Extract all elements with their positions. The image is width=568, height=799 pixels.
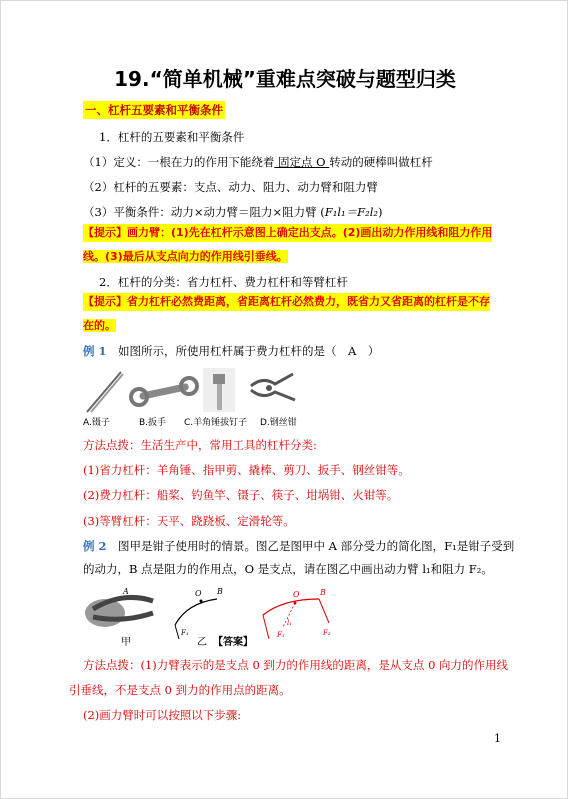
example-2-line-1: 例 2 图甲是钳子使用时的情景。图乙是图甲中 A 部分受力的简化图，F₁是钳子受到 [83, 539, 515, 553]
tip-drawing-arm: 【提示】画力臂：(1)先在杠杆示意图上确定出支点。(2)画出动力作用线和阻力作用 线。(3)最后从支点向力的作用线引垂线。 [83, 226, 493, 263]
svg-text:F₁: F₁ [181, 629, 189, 637]
section-heading: 一、杠杆五要素和平衡条件 [85, 103, 223, 117]
caption-a: A.镊子 [83, 418, 110, 428]
svg-text:F₂: F₂ [323, 629, 331, 637]
svg-text:B: B [217, 587, 223, 596]
figure-label-yi: 乙 [197, 637, 207, 648]
category-labor-costing: (2)费力杠杆：船桨、钓鱼竿、镊子、筷子、坩埚钳、火钳等。 [83, 488, 399, 502]
caption-d: D.钢丝钳 [260, 418, 297, 428]
caption-c: C.羊角锤拔钉子 [184, 418, 248, 428]
svg-text:l₁: l₁ [287, 619, 293, 627]
category-equal-arm: (3)等臂杠杆：天平、跷跷板、定滑轮等。 [83, 514, 295, 528]
paragraph-definition: （1）定义：一根在力的作用下能绕着 固定点 O 转动的硬棒叫做杠杆 [83, 155, 433, 169]
pliers-icon [251, 374, 295, 400]
paragraph-lever-elements: 1．杠杆的五要素和平衡条件 [99, 130, 245, 144]
tip-distance-force: 【提示】省力杠杆必然费距离，省距离杠杆必然费力，既省力又省距离的杠杆是不存 在的。 [83, 295, 490, 332]
svg-text:O: O [293, 590, 300, 599]
category-labor-saving: (1)省力杠杆：羊角锤、指甲剪、撬棒、剪刀、扳手、钢丝钳等。 [83, 463, 410, 477]
svg-text:O: O [195, 589, 202, 598]
method-tip-1: 方法点拨：生活生产中，常用工具的杠杆分类: [83, 438, 317, 452]
hand-pliers-photo [85, 597, 153, 627]
svg-text:A: A [123, 587, 129, 596]
method-tip-2-line-1: 方法点拨：(1)力臂表示的是支点 0 到力的作用线的距离，是从支点 0 向力的作用线 [83, 658, 509, 672]
answer-diagram [263, 599, 329, 639]
page-title: 19.“简单机械”重难点突破与题型归类 [114, 67, 456, 91]
example-1: 例 1 如图所示，所使用杠杆属于费力杠杆的是（ A ） [83, 344, 380, 358]
claw-hammer-icon [203, 368, 235, 412]
wrench-icon [131, 378, 197, 405]
answer-label: 【答案】 [213, 637, 253, 648]
tools-illustration [83, 366, 303, 416]
caption-b: B.扳手 [139, 418, 167, 428]
tweezers-icon [87, 372, 123, 412]
paragraph-lever-classification: 2．杠杆的分类：省力杠杆、费力杠杆和等臂杠杆 [99, 275, 348, 289]
method-tip-2-line-2: 引垂线，不是支点 0 到力的作用点的距离。 [69, 683, 291, 697]
svg-text:B: B [320, 588, 326, 597]
paragraph-five-elements: （2）杠杆的五要素：支点、动力、阻力、动力臂和阻力臂 [83, 180, 378, 194]
svg-text:F₁: F₁ [277, 631, 285, 639]
method-tip-2-line-3: (2)画力臂时可以按照以下步骤: [83, 708, 242, 722]
paragraph-balance-condition: （3）平衡条件：动力×动力臂＝阻力×阻力臂 (F₁l₁＝F₂l₂) [83, 205, 383, 219]
example-2-line-2: 的动力，B 点是阻力的作用点，O 是支点，请在图乙中画出动力臂 l₁和阻力 F₂。 [83, 562, 493, 576]
page-number: 1 [494, 732, 501, 745]
figure-label-jia: 甲 [121, 637, 131, 648]
